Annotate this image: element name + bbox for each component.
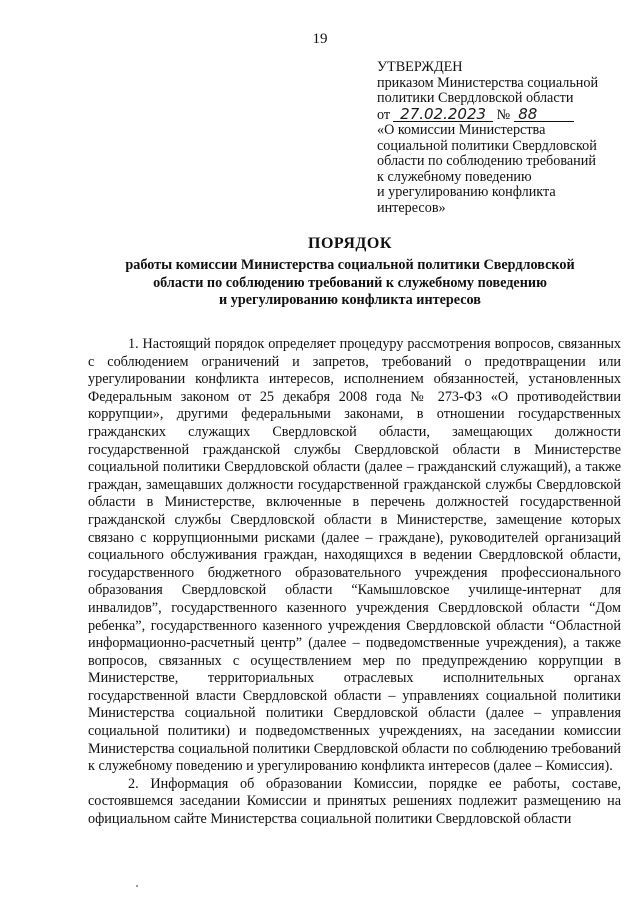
number-label: № — [496, 106, 511, 123]
handwritten-number: 88 — [514, 107, 574, 122]
approval-line: приказом Министерства социальной — [377, 74, 599, 91]
document-subtitle — [60, 257, 640, 310]
approval-line: политики Свердловской области — [377, 90, 574, 106]
approval-line: и урегулированию конфликта — [377, 184, 556, 200]
approval-stamp — [377, 60, 617, 216]
approval-line: к служебному поведению — [377, 168, 532, 185]
approval-title: УТВЕРЖДЕН — [377, 59, 463, 75]
handwritten-date: 27.02.2023 — [393, 107, 493, 122]
scan-mark — [136, 885, 138, 887]
from-label: от — [377, 106, 391, 123]
approval-line: интересов» — [377, 199, 446, 216]
paragraph-2: 2. Информация об образовании Комиссии, порядке ее работы, составе, состоявшемся заседании Комиссии и принятых решениях подлежит размещению на официальном сайте Министерства социальной политики Свердловской области — [88, 775, 621, 828]
document-body — [88, 336, 621, 829]
page-number: 19 — [312, 31, 328, 47]
paragraph-1: 1. Настоящий порядок определяет процедуру рассмотрения вопросов, связанных с соблюдением ограничений и запретов, требований о предотвращении или урегулировании конфликта интересов, исполнением обязанностей, установленных Федеральным законом от 25 декабря 2008 года № 273-ФЗ «О противодействии коррупции», другими федеральными законами, в отношении государственных гражданских служащих Свердловской области, замещающих должности государственной гражданской службы Свердловской области в Министерстве социальной политики Свердловской области (далее – гражданский служащий), а также граждан, замещавших должности государственной гражданской службы Свердловской области в Министерстве, включенные в перечень должностей государственной гражданской службы Свердловской области в Министерстве, замещение которых связано с коррупционными рисками (далее – граждане), руководителей организаций социального обслуживания граждан, находящихся в ведении Свердловской области, государственного бюджетного образовательного учреждения профессионального образования Свердловской области “Камышловское училище-интернат для инвалидов”, государственного казенного учреждения Свердловской области “Дом ребенка”, государственного казенного учреждения Свердловской области “Областной информационно-расчетный центр” (далее – подведомственные учреждения), а также вопросов, связанных с осуществлением мер по предупреждению коррупции в Министерстве, территориальных отраслевых исполнительных органах государственной власти Свердловской области – управлениях социальной политики Министерства социальной политики Свердловской области (далее – управления социальной политики) и подведомственных учреждениях, на заседании комиссии Министерства социальной политики Свердловской области по соблюдению требований к служебному поведению и урегулированию конфликта интересов (далее – Комиссия). — [88, 336, 621, 775]
approval-line: социальной политики Свердловской — [377, 137, 597, 154]
document-title: ПОРЯДОК — [308, 235, 392, 252]
subtitle-line: работы комиссии Министерства социальной политики Свердловской — [125, 257, 575, 273]
approval-line: области по соблюдению требований — [377, 153, 596, 169]
document-heading — [60, 235, 640, 310]
subtitle-line: области по соблюдению требований к служебному поведению — [153, 274, 547, 291]
subtitle-line: и урегулированию конфликта интересов — [219, 292, 481, 308]
approval-line: «О комиссии Министерства — [377, 122, 546, 138]
approval-date-line — [377, 104, 617, 124]
